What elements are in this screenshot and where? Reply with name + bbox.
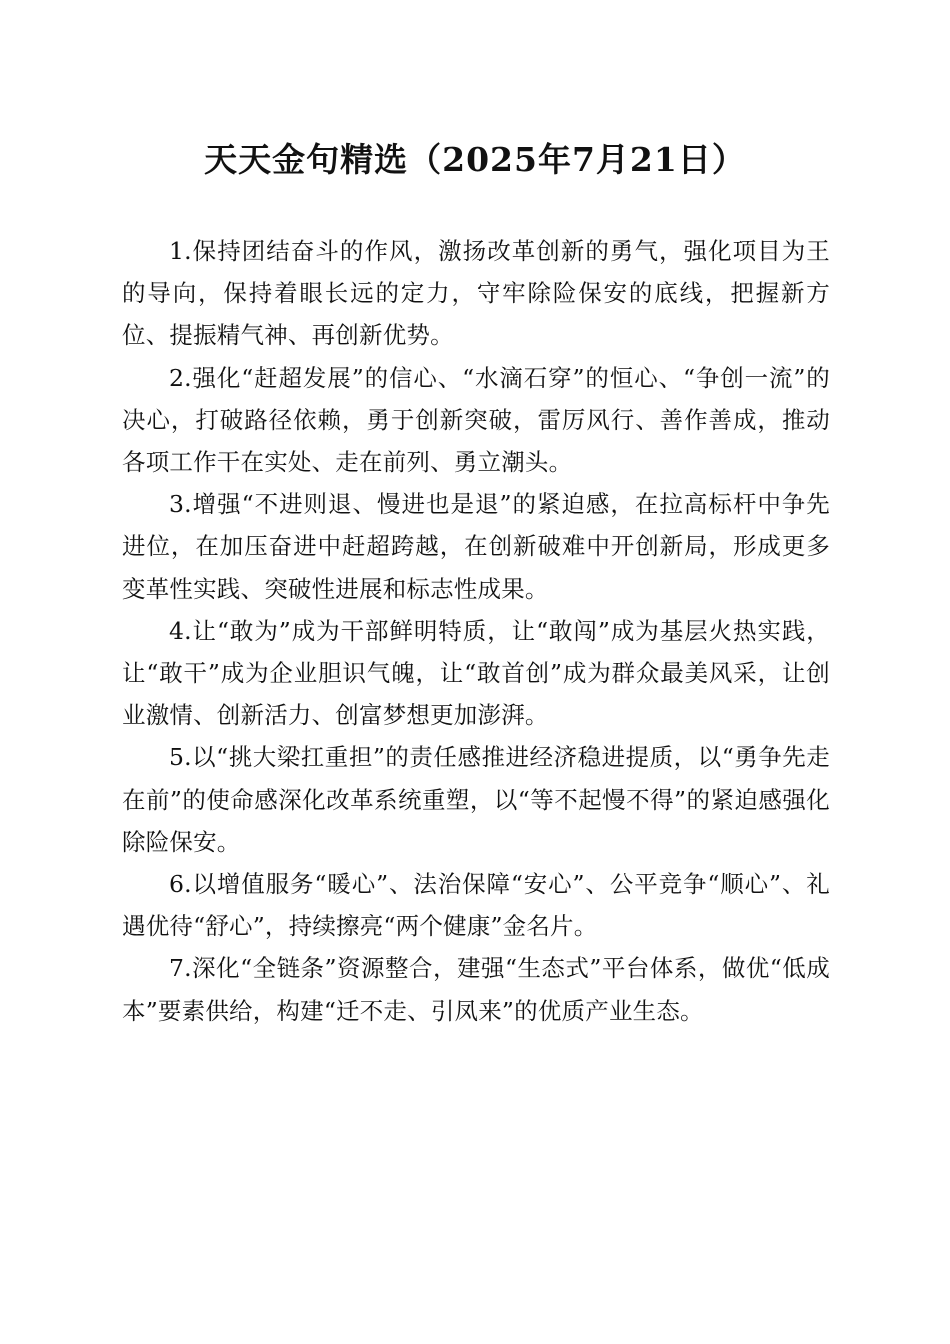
paragraph-5: 5.以“挑大梁扛重担”的责任感推进经济稳进提质，以“勇争先走在前”的使命感深化改革系统重塑，以“等不起慢不得”的紧迫感强化除险保安。 xyxy=(122,743,830,856)
document-body xyxy=(122,230,830,1032)
paragraph-4: 4.让“敢为”成为干部鲜明特质，让“敢闯”成为基层火热实践，让“敢干”成为企业胆识气魄，让“敢首创”成为群众最美风采，让创业激情、创新活力、创富梦想更加澎湃。 xyxy=(122,616,830,730)
paragraph-1: 1.保持团结奋斗的作风，激扬改革创新的勇气，强化项目为王的导向，保持着眼长远的定力，守牢除险保安的底线，把握新方位、提振精气神、再创新优势。 xyxy=(122,237,830,350)
document-title: 天天金句精选（2025年7月21日） xyxy=(204,140,746,179)
paragraph-6: 6.以增值服务“暖心”、法治保障“安心”、公平竞争“顺心”、礼遇优待“舒心”，持续擦亮“两个健康”金名片。 xyxy=(122,870,830,941)
paragraph-3: 3.增强“不进则退、慢进也是退”的紧迫感，在拉高标杆中争先进位，在加压奋进中赶超跨越，在创新破难中开创新局，形成更多变革性实践、突破性进展和标志性成果。 xyxy=(122,490,830,603)
paragraph-7: 7.深化“全链条”资源整合，建强“生态式”平台体系，做优“低成本”要素供给，构建“迁不走、引凤来”的优质产业生态。 xyxy=(122,954,830,1025)
paragraph-2: 2.强化“赶超发展”的信心、“水滴石穿”的恒心、“争创一流”的决心，打破路径依赖，勇于创新突破，雷厉风行、善作善成，推动各项工作干在实处、走在前列、勇立潮头。 xyxy=(122,363,830,477)
